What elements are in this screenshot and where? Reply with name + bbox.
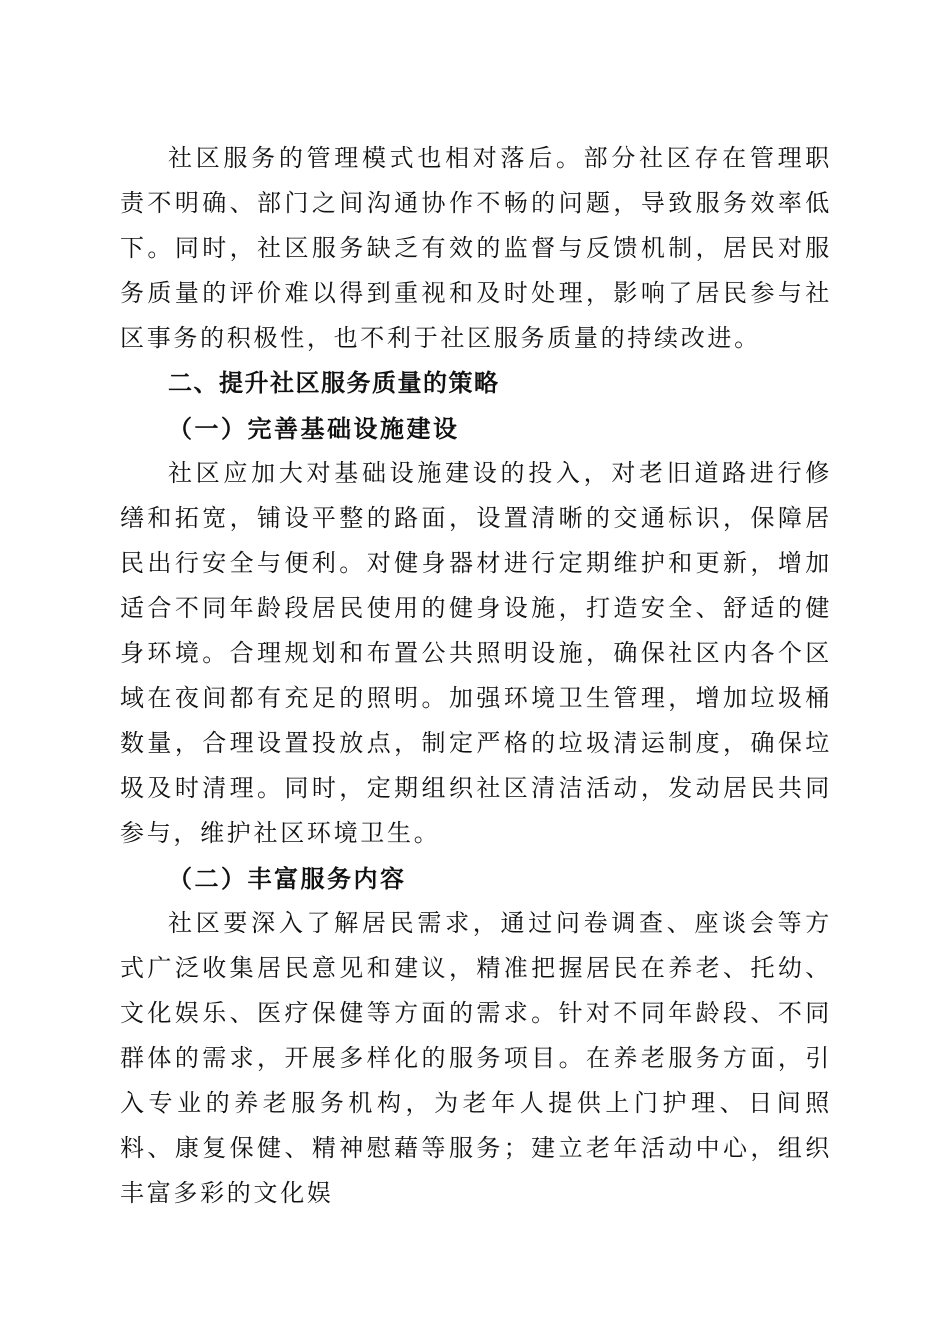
paragraph-service-content: 社区要深入了解居民需求，通过问卷调查、座谈会等方式广泛收集居民意见和建议，精准把握居民在养老、托幼、文化娱乐、医疗保健等方面的需求。针对不同年龄段、不同群体的需求，开展多样化的服务项目。在养老服务方面，引入专业的养老服务机构，为老年人提供上门护理、日间照料、康复保健、精神慰藉等服务；建立老年活动中心，组织丰富多彩的文化娱: [120, 909, 832, 1207]
paragraph-infrastructure: 社区应加大对基础设施建设的投入，对老旧道路进行修缮和拓宽，铺设平整的路面，设置清晰的交通标识，保障居民出行安全与便利。对健身器材进行定期维护和更新，增加适合不同年龄段居民使用的健身设施，打造安全、舒适的健身环境。合理规划和布置公共照明设施，确保社区内各个区域在夜间都有充足的照明。加强环境卫生管理，增加垃圾桶数量，合理设置投放点，制定严格的垃圾清运制度，确保垃圾及时清理。同时，定期组织社区清洁活动，发动居民共同参与，维护社区环境卫生。: [120, 459, 832, 847]
subsection-heading-infrastructure: （一）完善基础设施建设: [168, 414, 460, 443]
document-body: [120, 136, 832, 1216]
section-heading-strategies: 二、提升社区服务质量的策略: [168, 369, 500, 397]
subsection-heading-service-content: （二）丰富服务内容: [168, 864, 407, 893]
paragraph-management-model: 社区服务的管理模式也相对落后。部分社区存在管理职责不明确、部门之间沟通协作不畅的问题，导致服务效率低下。同时，社区服务缺乏有效的监督与反馈机制，居民对服务质量的评价难以得到重视和及时处理，影响了居民参与社区事务的积极性，也不利于社区服务质量的持续改进。: [120, 144, 832, 352]
